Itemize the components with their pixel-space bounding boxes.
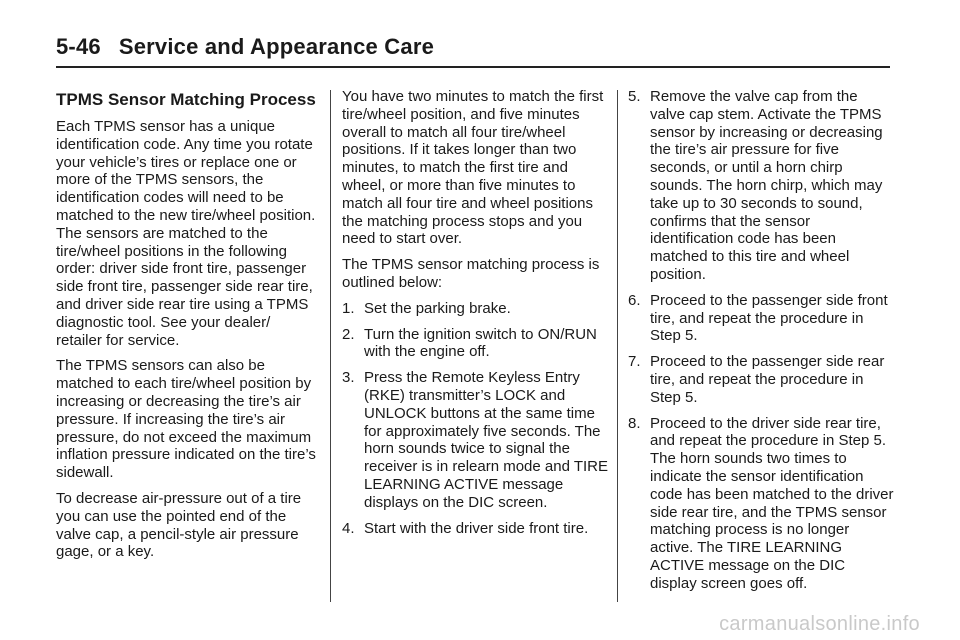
paragraph: You have two minutes to match the first tire/wheel position, and five minutes overall to match all four tire/wheel positions. If it takes longer than two minutes, to match the first tire and wheel, or more than five minutes to match all four tire and wheel positions the matching process stops and you need to start over.	[342, 88, 604, 248]
paragraph: To decrease air-pressure out of a tire you can use the pointed end of the valve cap, a pencil-style air pressure gage, or a key.	[56, 489, 302, 561]
column-divider	[617, 90, 618, 602]
column-3	[628, 88, 894, 601]
paragraph: The TPMS sensor matching process is outlined below:	[342, 256, 600, 291]
step-text: Proceed to the driver side rear tire, and repeat the procedure in Step 5. The horn sounds two times to indicate the sensor identification code has been matched to the driver side rear tire, and the TPMS sensor matching process is no longer active. The TIRE LEARNING ACTIVE message on the DIC display screen goes off.	[650, 414, 894, 592]
step-text: Set the parking brake.	[364, 299, 511, 317]
list-item	[342, 300, 614, 318]
step-text: Remove the valve cap from the valve cap stem. Activate the TPMS sensor by increasing or decreasing the tire’s air pressure for five seconds, or until a horn chirp sounds. The horn chirp, which may take up to 30 seconds to sound, confirms that the sensor identification code has been matched to this tire and wheel position.	[650, 88, 883, 283]
list-item	[342, 520, 614, 538]
paragraph: Each TPMS sensor has a unique identification code. Any time you rotate your vehicle’s tires or replace one or more of the TPMS sensors, the identification codes will need to be matched to the new tire/wheel position. The sensors are matched to the tire/wheel positions in the following order: driver side front tire, passenger side front tire, passenger side rear tire, and driver side rear tire using a TPMS diagnostic tool. See your dealer/ retailer for service.	[56, 118, 316, 349]
list-item	[342, 326, 614, 362]
step-number: 1.	[342, 299, 355, 317]
list-item	[628, 415, 894, 593]
step-number: 3.	[342, 369, 355, 387]
step-text: Turn the ignition switch to ON/RUN with the engine off.	[364, 325, 597, 361]
step-text: Press the Remote Keyless Entry (RKE) transmitter’s LOCK and UNLOCK buttons at the same time for approximately five seconds. The horn sounds twice to signal the receiver is in relearn mode and TIRE LEARNING ACTIVE message displays on the DIC screen.	[364, 369, 608, 511]
step-text: Proceed to the passenger side rear tire, and repeat the procedure in Step 5.	[650, 353, 885, 406]
page-number: 5-46	[56, 34, 101, 59]
column-2	[342, 88, 614, 545]
column-1	[56, 88, 318, 569]
page-header	[56, 34, 890, 68]
step-text: Start with the driver side front tire.	[364, 519, 589, 537]
step-number: 7.	[628, 353, 641, 371]
step-number: 4.	[342, 519, 355, 537]
section-title: Service and Appearance Care	[118, 34, 435, 59]
step-number: 6.	[628, 291, 641, 309]
list-item	[628, 292, 894, 345]
step-text: Proceed to the passenger side front tire, and repeat the procedure in Step 5.	[650, 291, 888, 345]
step-number: 8.	[628, 414, 641, 432]
list-item	[628, 88, 894, 284]
list-item	[628, 353, 894, 406]
column-divider	[330, 90, 331, 602]
step-number: 2.	[342, 325, 355, 343]
section-heading: TPMS Sensor Matching Process	[56, 90, 316, 109]
paragraph: The TPMS sensors can also be matched to each tire/wheel position by increasing or decreasing the tire’s air pressure. If increasing the tire’s air pressure, do not exceed the maximum inflation pressure indicated on the tire’s sidewall.	[56, 357, 316, 482]
list-item	[342, 369, 614, 511]
step-number: 5.	[628, 88, 641, 105]
steps-list	[628, 88, 894, 593]
page-title	[56, 34, 434, 60]
steps-list	[342, 300, 614, 538]
watermark: carmanualsonline.info	[719, 613, 920, 635]
